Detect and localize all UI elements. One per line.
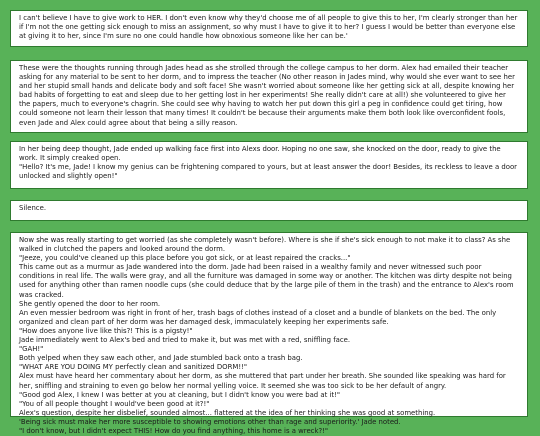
paragraph: This came out as a murmur as Jade wandered into the dorm. Jade had been raised in a wealthy family and never witnessed such poor conditions in real life. The walls were gray, and all the furniture was damaged in some way or another. The kitchen was dirty despite not being used for anything other than ramen noodle cups (she could deduce that by the large pile of them in the trash) and the entrance to Alex's room was cracked. (19, 263, 514, 299)
paragraph: "I don't know, but I didn't expect THIS! How do you find anything, this home is a wreck?!" (19, 426, 329, 435)
paragraph: "Good god Alex, I knew I was better at you at cleaning, but I didn't know you were bad at it!" (19, 390, 341, 399)
text-block-2 (10, 60, 528, 133)
paragraph: "Jeeze, you could've cleaned up this place before you got sick, or at least repaired the cracks..." (19, 254, 351, 263)
paragraph: In her being deep thought, Jade ended up walking face first into Alexs door. Hoping no one saw, she knocked on the door, ready to give the work. It simply creaked open. (19, 145, 501, 163)
paragraph: Now she was really starting to get worried (as she completely wasn't before). Where is she if she's sick enough to not make it to class? As she walked in clutched the papers and looked around the dorm. (19, 236, 511, 254)
paragraph: "WHAT ARE YOU DOING MY perfectly clean and sanitized DORM!!" (19, 363, 248, 372)
text-block-4 (10, 200, 528, 221)
text-block-3 (10, 141, 528, 189)
paragraph: 'Being sick must make her more susceptible to showing emotions other than rage and superiority.' Jade noted. (19, 417, 401, 426)
text-block-5 (10, 232, 528, 435)
paragraph: Jade immediately went to Alex's bed and tried to make it, but was met with a red, sniffling face. (19, 336, 351, 345)
paragraph: "GAH!" (19, 345, 44, 354)
text-block-1 (10, 10, 528, 47)
paragraph: "Hello? It's me, Jade! I know my genius can be frightening compared to yours, but at least answer the door! Besides, its reckless to leave a door unlocked and slightly open!" (19, 163, 517, 181)
paragraph: Alex's question, despite her disbelief, sounded almost... flattered at the idea of her thinking she was good at something. (19, 408, 436, 417)
paragraph: Silence. (19, 204, 47, 212)
paragraph: "You of all people thought I would've been good at it?!" (19, 399, 210, 408)
paragraph: I can't believe I have to give work to HER. I don't even know why they'd choose me of all people to give this to her, I'm clearly stronger than her if I'm not the one getting sick enough to miss an assignment, so why must I have to give it to her? I guess I would be better than everyone else at giving it to her, since I'm sure no one could handle how obnoxious someone like her can be.' (19, 14, 518, 41)
paragraph: She gently opened the door to her room. (19, 299, 161, 308)
paragraph: Both yelped when they saw each other, and Jade stumbled back onto a trash bag. (19, 354, 303, 363)
paragraph: Alex must have heard her commentary about her dorm, as she muttered that part under her breath. She sounded like speaking was hard for her, sniffling and straining to even go below her normal yelling voice. It seemed she was too sick to be her default of angry. (19, 372, 506, 390)
paragraph: An even messier bedroom was right in front of her, trash bags of clothes instead of a closet and a bundle of blankets on the bed. The only organized and clean part of her dorm was her damaged desk, immaculately keeping her experiments safe. (19, 308, 497, 326)
paragraph: "How does anyone live like this?! This is a pigsty!" (19, 326, 193, 335)
paragraph: These were the thoughts running through Jades head as she strolled through the college campus to her dorm. Alex had emailed their teacher asking for any material to be sent to her dorm, and to impress the teacher (No other reason in Jades mind, why would she ever want to see her and her stupid small hands and delicate body and soft face! She wasn't worried about someone like her getting sick at all, despite knowing her bad habits of forgetting to eat and sleep due to her getting lost in her experiments! She really didn't care at all!) she volunteered to give her the papers, much to everyone's chagrin. She could see why having to watch her put down this girl a peg in confidence could get tiring, how could someone not learn their lesson that many times! It couldn't be because their arguments make them both look like overconfident fools, even Jade and Alex could agree about that being a silly reason. (19, 64, 515, 127)
